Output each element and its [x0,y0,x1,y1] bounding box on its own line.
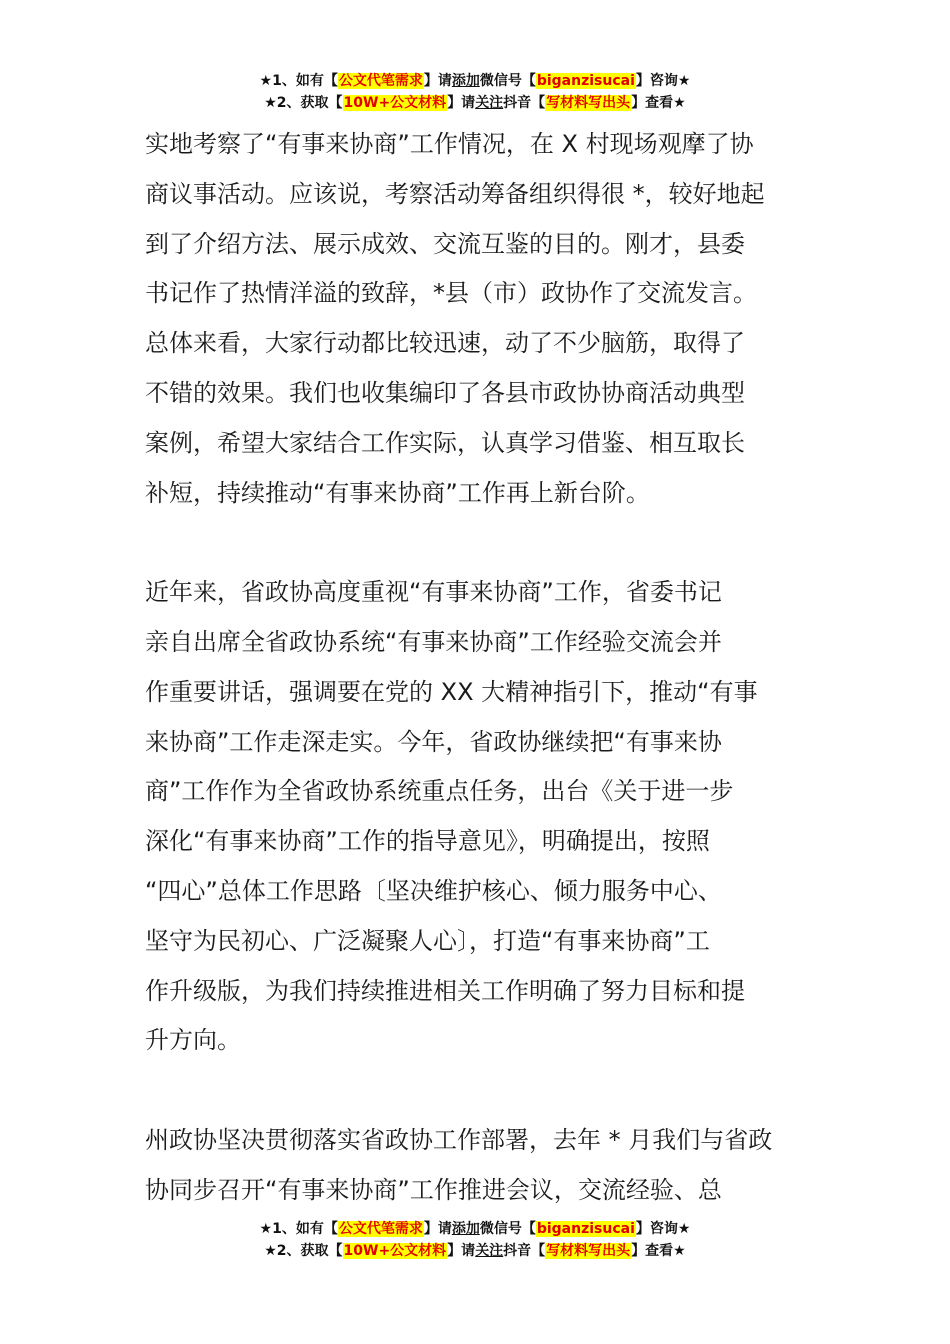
underlined-follow: 关注 [475,1243,504,1259]
text-line: 到了介绍方法、展示成效、交流互鉴的目的。刚才，县委 [145,229,745,258]
banner-text: 微信号【 [479,73,536,89]
footer-banner [0,1218,950,1262]
banner-text: 抖音【 [503,1243,546,1259]
text-line: 补短，持续推动“有事来协商”工作再上新台阶。 [145,478,650,507]
text-line: 坚守为民初心、广泛凝聚人心〕，打造“有事来协商”工 [145,926,710,955]
banner-text: 抖音【 [503,95,546,111]
highlight-wechat-id: biganzisucai [536,73,635,89]
text-line: 近年来，省政协高度重视“有事来协商”工作，省委书记 [145,578,722,607]
text-line: 不错的效果。我们也收集编印了各县市政协协商活动典型 [145,378,745,407]
text-line: 案例，希望大家结合工作实际，认真学习借鉴、相互取长 [145,428,745,457]
banner-text: 】查看★ [631,95,686,111]
text-line: 书记作了热情洋溢的致辞，*县（市）政协作了交流发言。 [145,279,757,308]
banner-text: 】咨询★ [635,73,691,89]
banner-line-2 [0,92,950,114]
highlight-ghostwriting: 公文代笔需求 [338,1221,423,1237]
paragraph-2 [145,568,810,1066]
text-line: 深化“有事来协商”工作的指导意见》，明确提出，按照 [145,827,710,856]
text-line: 州政协坚决贯彻落实省政协工作部署，去年 * 月我们与省政 [145,1125,773,1154]
underlined-add: 添加 [451,73,480,89]
text-line: 作升级版，为我们持续推进相关工作明确了努力目标和提 [145,976,745,1005]
highlight-ghostwriting: 公文代笔需求 [338,73,423,89]
text-line: 亲自出席全省政协系统“有事来协商”工作经验交流会并 [145,627,722,656]
header-banner [0,70,950,114]
banner-line-2 [0,1240,950,1262]
banner-text: 微信号【 [479,1221,536,1237]
banner-text: 】请 [423,73,452,89]
highlight-douyin-account: 写材料写出头 [546,95,631,111]
document-body [145,120,810,1216]
highlight-materials: 10W+公文材料 [343,95,447,111]
banner-text: ★1、如有【 [259,73,338,89]
banner-text: 】请 [447,1243,476,1259]
banner-text: ★1、如有【 [259,1221,338,1237]
banner-line-1 [0,70,950,92]
highlight-materials: 10W+公文材料 [343,1243,447,1259]
banner-text: ★2、获取【 [264,1243,343,1259]
text-line: 来协商”工作走深走实。今年，省政协继续把“有事来协 [145,727,722,756]
paragraph-1 [145,120,810,518]
text-line: “四心”总体工作思路〔坚决维护核心、倾力服务中心、 [145,876,722,905]
banner-text: ★2、获取【 [264,95,343,111]
text-line: 作重要讲话，强调要在党的 XX 大精神指引下，推动“有事 [145,677,758,706]
highlight-douyin-account: 写材料写出头 [546,1243,631,1259]
banner-text: 】请 [447,95,476,111]
text-line: 商”工作作为全省政协系统重点任务，出台《关于进一步 [145,777,734,806]
banner-text: 】咨询★ [635,1221,691,1237]
paragraph-3 [145,1116,810,1216]
underlined-follow: 关注 [475,95,504,111]
banner-text: 】查看★ [631,1243,686,1259]
text-line: 升方向。 [145,1026,241,1055]
text-line: 协同步召开“有事来协商”工作推进会议，交流经验、总 [145,1175,722,1204]
underlined-add: 添加 [451,1221,480,1237]
text-line: 商议事活动。应该说，考察活动筹备组织得很 *，较好地起 [145,179,765,208]
banner-line-1 [0,1218,950,1240]
text-line: 总体来看，大家行动都比较迅速，动了不少脑筋，取得了 [145,329,745,358]
text-line: 实地考察了“有事来协商”工作情况，在 X 村现场观摩了协 [145,130,754,158]
banner-text: 】请 [423,1221,452,1237]
highlight-wechat-id: biganzisucai [536,1221,635,1237]
